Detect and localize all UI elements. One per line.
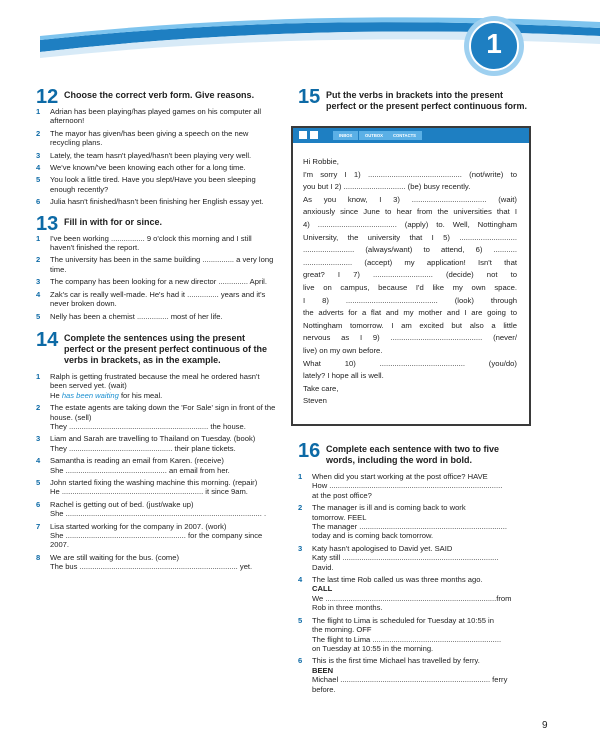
email-line: I 8) ........................................... (look) through: [303, 295, 517, 305]
page-number: 9: [542, 720, 548, 731]
list-item: 2 The mayor has given/has been giving a speech on the new recycling plans.: [36, 128, 249, 148]
email-line: ........................ (always/want) to attend, 6) ...........: [303, 245, 517, 255]
email-line: What 10) ........................................ (you/do): [303, 358, 517, 368]
exercise-number: 16: [298, 440, 321, 462]
email-line: live) on my own before.: [303, 345, 383, 355]
exercise-16: [298, 440, 530, 697]
exercise-12: [36, 86, 276, 207]
list-item: 2 The university has been in the same building ............... a very long time.: [36, 255, 274, 274]
email-line: lately? I hope all is well.: [303, 371, 384, 381]
email-line: anxiously since June to hear from the universities that I: [303, 207, 517, 217]
email-line: the adverts for a flat and my mother and I are going to: [303, 308, 517, 318]
email-line: 4) ..................................... (apply) to. Well, Nottingham: [303, 219, 517, 229]
list-item: 5 Nelly has been a chemist ............... most of her life.: [36, 311, 223, 321]
list-item: 4 Zak's car is really well-made. He's had it ............... years and it's never broken down.: [36, 289, 266, 309]
left-column: [36, 86, 276, 575]
email-window: [291, 126, 531, 426]
list-item: 1 I've been working ................ 9 o'clock this morning and I still haven't finished the report.: [36, 233, 252, 253]
unit-number: 1: [486, 28, 502, 59]
email-line: ....................... (accept) my application! Isn't that: [303, 257, 517, 267]
list-item: 3 Lately, the team hasn't played/hasn't been playing very well.: [36, 150, 252, 160]
email-line: As you know, I 3) ................................... (wait): [303, 194, 517, 204]
exercise-number: 13: [36, 212, 59, 235]
list-item: 4 We've known/'ve been knowing each other for a long time.: [36, 163, 246, 173]
email-line: University, the university that I 5) ...........................: [303, 232, 517, 242]
email-line: I'm sorry I 1) ............................................ (not/write) to: [303, 169, 517, 179]
list-item: 1 Adrian has been playing/has played games on his computer all afternoon!: [36, 107, 262, 126]
list-item: 4 Samantha is reading an email from Karen. (receive) She ................................................ an email from her.: [36, 456, 230, 475]
mail-icon[interactable]: [299, 131, 307, 139]
exercise-instruction: Choose the correct verb form. Give reasons.: [64, 90, 255, 100]
list-item: 5 The flight to Lima is scheduled for Tuesday at 10:55 in the morning. OFF The flight to Lima ............................................................. on Tuesday at 10:55 in the morning.: [298, 615, 502, 653]
settings-icon[interactable]: [310, 131, 318, 139]
exercise-instruction: Fill in with for or since.: [64, 216, 163, 227]
exercise-number: 12: [36, 86, 59, 108]
list-item: 5 You look a little tired. Have you slept/Have you been sleeping enough recently?: [36, 175, 256, 194]
email-line: nervous as I 9) ........................................... (never/: [303, 333, 517, 343]
tab-outbox[interactable]: OUTBOX: [359, 131, 389, 140]
tab-inbox[interactable]: INBOX: [333, 131, 358, 140]
list-item: 5 John started fixing the washing machine this morning. (repair) He ................................................................... it since 9am.: [36, 477, 258, 497]
list-item: 7 Lisa started working for the company in 2007. (work) She ......................................................... for the company since 2007.: [36, 521, 263, 550]
exercise-number: 14: [36, 328, 59, 351]
email-toolbar: [293, 128, 529, 143]
email-line: Steven: [303, 396, 327, 406]
email-line: live on campus, because I'd like my own space.: [303, 282, 517, 292]
exercise-instruction: Complete each sentence with two to five words, including the word in bold.: [326, 444, 500, 465]
exercise-14: [36, 328, 276, 572]
exercise-instruction: Put the verbs in brackets into the present perfect or the present perfect continuous form.: [326, 90, 528, 111]
list-item: 6 Julia hasn't finished/hasn't been finishing her English essay yet.: [36, 197, 264, 207]
list-item: 8 We are still waiting for the bus. (come) The bus ........................................................................... yet.: [36, 552, 253, 572]
list-item: 3 The company has been looking for a new director .............. April.: [36, 277, 267, 287]
exercise-number: 15: [298, 86, 321, 108]
exercise-13: [36, 212, 276, 321]
list-item: 3 Katy hasn't apologised to David yet. SAID Katy still .......................................................................... David.: [298, 543, 499, 572]
email-line: Take care,: [303, 383, 339, 393]
email-line: Nottingham tomorrow. I am excited but also a little: [303, 320, 517, 330]
list-item: 1 Ralph is getting frustrated because the meal he ordered hasn't been served yet. (wait) He has been waiting for his meal.: [36, 371, 260, 400]
list-item: 6 Rachel is getting out of bed. (just/wake up) She ............................................................................................. .: [36, 499, 267, 519]
email-body: [303, 156, 517, 408]
example-answer: has been waiting: [61, 390, 119, 400]
tab-contacts[interactable]: CONTACTS: [387, 131, 422, 140]
list-item: 4 The last time Rob called us was three months ago. CALL We .................................................................................from Rob in three months.: [298, 575, 512, 613]
email-line: great? I 7) ............................ (decide) not to: [303, 270, 517, 280]
email-line: Hi Robbie,: [303, 157, 339, 166]
exercise-instruction: Complete the sentences using the present perfect or the present perfect continuous of the verbs in brackets, as in the example.: [64, 332, 268, 365]
exercise-15: [298, 86, 530, 118]
list-item: 6 This is the first time Michael has travelled by ferry. BEEN Michael ....................................................................... ferry before.: [298, 656, 508, 694]
list-item: 3 Liam and Sarah are travelling to Thailand on Tuesday. (book) They ................................................. their plane tickets.: [36, 434, 256, 453]
list-item: 2 The estate agents are taking down the 'For Sale' sign in front of the house. (sell) They .................................................................. the house.: [36, 403, 276, 431]
email-line: you but I 2) ............................. (be) busy recently.: [303, 182, 471, 192]
list-item: 2 The manager is ill and is coming back to work tomorrow. FEEL The manager ...................................................................... today and is coming back tomorrow.: [298, 503, 507, 541]
list-item: 1 When did you start working at the post office? HAVE How .................................................................................. at the post office?: [298, 472, 503, 500]
